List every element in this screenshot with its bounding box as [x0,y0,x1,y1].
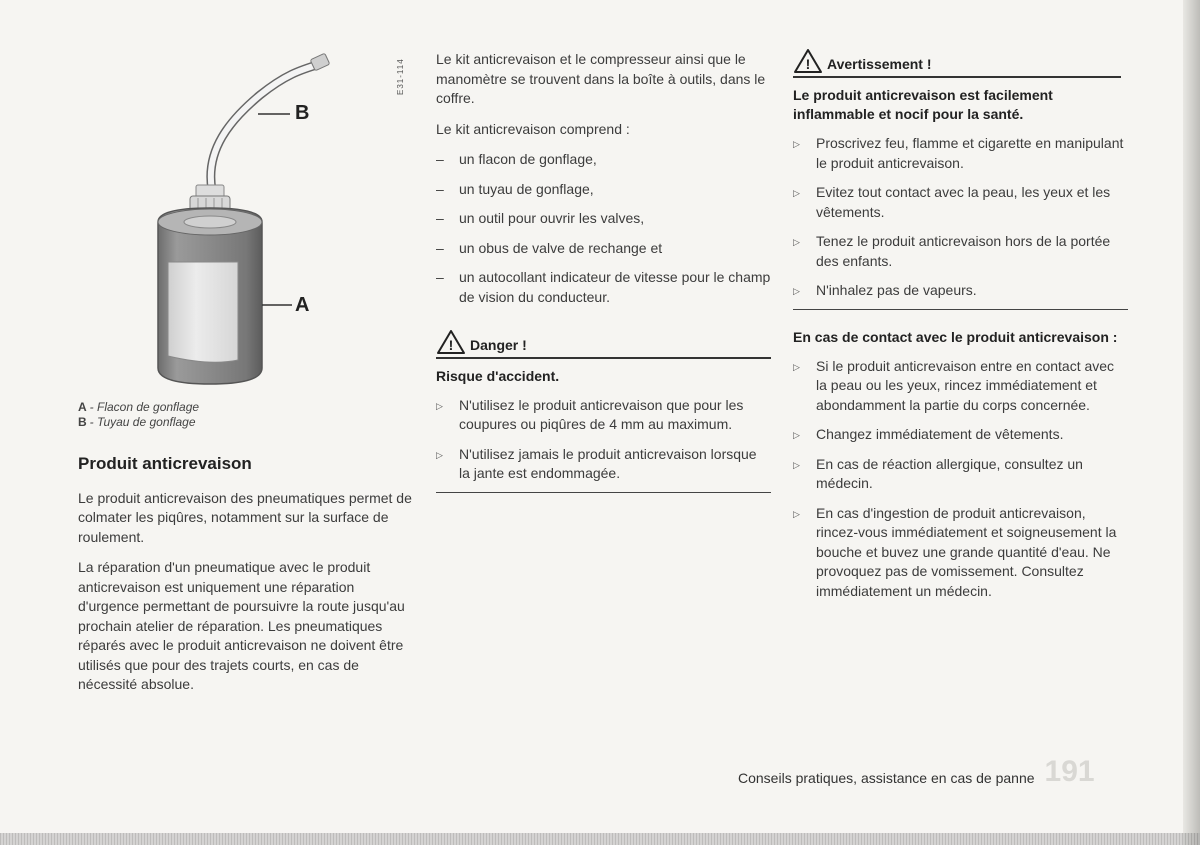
list-item: ▷ En cas d'ingestion de produit anticrevaison, rincez-vous immédiatement et soigneusement la bouche et buvez une grande quantité d'eau. Ne provoquez pas de vomissement. Consultez immédiatement un médecin. [793,504,1128,602]
section-title: Produit anticrevaison [78,454,252,473]
figure-label-a: A [295,294,310,316]
figure-label-b: B [295,102,310,124]
caption-b-letter: B [78,415,87,429]
caption-b-text: - Tuyau de gonflage [89,415,196,429]
right-column [793,48,1128,611]
footer-section-title: Conseils pratiques, assistance en cas de panne [738,770,1035,786]
left-column [78,400,413,706]
list-item: – un outil pour ouvrir les valves, [436,209,771,229]
caption-a-letter: A [78,400,87,414]
list-item: – un tuyau de gonflage, [436,180,771,200]
middle-column [436,50,771,493]
contact-heading: En cas de contact avec le produit anticrevaison : [793,328,1118,345]
kit-contents-intro: Le kit anticrevaison comprend : [436,120,630,137]
list-item: – un autocollant indicateur de vitesse pour le champ de vision du conducteur. [436,268,771,307]
warning-subtitle: Le produit anticrevaison est facilement inflammable et nocif pour la santé. [793,87,1053,122]
page-number: 191 [1044,755,1095,788]
warning-heading [793,48,1121,78]
figure-code: E31-114 [396,58,405,95]
figure-caption-a [78,400,413,415]
danger-list [436,396,771,484]
page-bottom-edge [0,833,1200,845]
list-item: – un flacon de gonflage, [436,150,771,170]
left-paragraph: Le produit anticrevaison des pneumatiques permet de colmater les piqûres, notamment sur la surface de roulement. [78,489,412,545]
page-edge-shadow [1183,0,1200,845]
warning-list [793,134,1128,301]
list-item: ▷ N'utilisez jamais le produit anticrevaison lorsque la jante est endommagée. [436,445,771,484]
sealant-kit-illustration [150,50,340,390]
kit-location-text: Le kit anticrevaison et le compresseur ainsi que le manomètre se trouvent dans la boîte à outils, dans le coffre. [436,51,766,106]
list-item: ▷ Evitez tout contact avec la peau, les yeux et les vêtements. [793,183,1128,222]
list-item: ▷ Changez immédiatement de vêtements. [793,425,1128,445]
svg-text:!: ! [805,56,811,72]
list-item: ▷ En cas de réaction allergique, consultez un médecin. [793,455,1128,494]
warning-bottom-rule [793,309,1128,310]
list-item: – un obus de valve de rechange et [436,239,771,259]
sealant-bottle-drawing [150,50,340,390]
left-paragraph: La réparation d'un pneumatique avec le produit anticrevaison est uniquement une réparation d'urgence permettant de poursuivre la route jusqu'au prochain atelier de réparation. Les pneumatiques réparés avec le produit anticrevaison ne doivent être utilisés que pour des trajets courts, en cas de nécessité absolue. [78,559,405,692]
danger-title: Danger ! [470,336,527,353]
list-item: ▷ Si le produit anticrevaison entre en contact avec la peau ou les yeux, rincez immédiatement et abondamment la partie du corps concernée. [793,357,1128,416]
list-item: ▷ N'inhalez pas de vapeurs. [793,281,1128,301]
warning-title: Avertissement ! [827,55,932,72]
warning-triangle-icon [793,48,823,74]
list-item: ▷ N'utilisez le produit anticrevaison que pour les coupures ou piqûres de 4 mm au maximum. [436,396,771,435]
danger-bottom-rule [436,492,771,493]
danger-subtitle: Risque d'accident. [436,368,560,384]
page-footer [738,755,1095,789]
caption-a-text: - Flacon de gonflage [89,400,200,414]
list-item: ▷ Proscrivez feu, flamme et cigarette en manipulant le produit anticrevaison. [793,134,1128,173]
danger-heading [436,329,771,359]
list-item: ▷ Tenez le produit anticrevaison hors de la portée des enfants. [793,232,1128,271]
contact-list [793,357,1128,602]
figure-caption-b [78,415,413,430]
warning-triangle-icon [436,329,466,355]
svg-text:!: ! [448,337,454,353]
kit-contents-list [436,150,771,307]
